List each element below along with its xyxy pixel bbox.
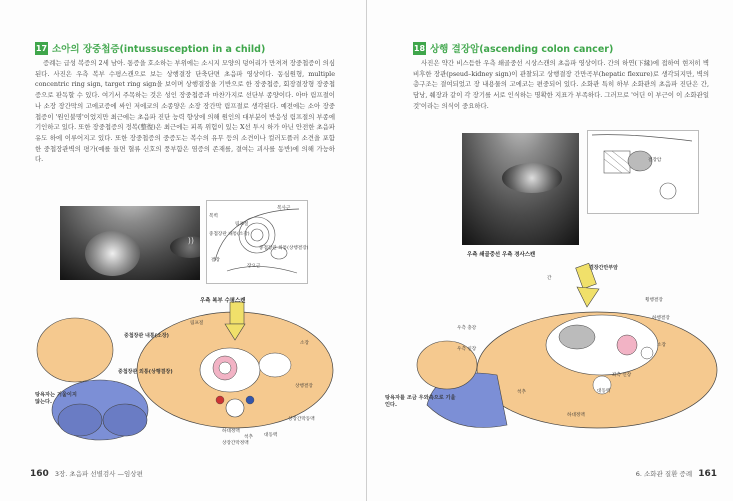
body-paragraph: 증례는 급성 복증의 2세 남아. 통증을 호소하는 부위에는 소시지 모양의 덩어리가 만져져 장중첩증이 의심된다. 사진은 우측 복부 수평스캔으로 보는 상행결장 단축단면 초음파 영상이다. 동심원형, multiple concentric ring sign, target ring sign을 보이며 상행결장을 기반으로 한 장중첩증, 회장결장형 장중첩증으로 판독할 수 있다. 여기서 주목하는 것은 성인 장중첩증과 마찬가지로 선단부 종양이다. 아마 림프절이나 소장 장간막의 고에코증에 싸인 저에코의 소종양은 소장 장간막 림프절로 생각된다. 예전에는 소아 장중첩증이 '원인불명'이었지만 최근에는 초음파 진단 능력 향상에 의해 원인의 대부분이 반응성 림프절의 부종에 기인하고 있다. 또한 장중첩증의 정복(整復)은 최근에는 피폭 위험이 있는 X선 투시 하가 아닌 안전한 초음파 유도 하에 이루어지고 있다. 또한 장중첩증의 중증도는 복수의 유무 등의 소견이나 컬러도플러 소견을 포함한 중첩장관벽의 평가(예를 들면 혈류 신호의 풍부함은 염증의 존재를, 결여는 괴사를 동반)에 의해 가능하다. xyxy=(35,59,335,164)
figure-label-sma2: 상장간막동맥 xyxy=(288,417,315,422)
figure-caption: 우측 쇄골중선 우측 경사스캔 xyxy=(467,252,536,258)
label-colon: 결장 xyxy=(211,258,220,263)
section-title: 소아의 장중첩증(intussusception in a child) xyxy=(52,44,266,55)
label-abdominal-wall: 복벽 xyxy=(209,214,218,219)
page-number: 161 xyxy=(698,469,717,479)
label-intussuscepted-inner: 중첩장관 내통(소장) xyxy=(209,232,250,237)
section-heading-17 xyxy=(35,41,265,55)
label-muscle: 장요근 xyxy=(247,264,261,269)
position-note: 탕욕자는 기울이지 않는다. xyxy=(35,392,77,405)
chapter-title: 6. 소화관 질환 증례 xyxy=(635,470,693,478)
ultrasound-image xyxy=(60,206,200,280)
figure-label-spine: 척추 xyxy=(244,435,253,440)
section-number: 18 xyxy=(413,43,426,53)
page-footer xyxy=(26,469,143,479)
scale-marker: )) xyxy=(187,236,194,245)
label-outer-wall: 복사근 xyxy=(277,206,291,211)
schematic-diagram xyxy=(206,200,308,284)
figure-label-aorta: 대동맥 xyxy=(264,433,278,438)
cross-section-illustration xyxy=(387,255,717,455)
section-number: 17 xyxy=(35,43,48,53)
figure-label-sma: 상장간막정맥 xyxy=(222,441,249,446)
page-footer xyxy=(636,469,721,479)
figure-label-outer: 중첩장관 외통(상행결장) xyxy=(118,369,173,375)
schematic-diagram xyxy=(587,130,699,214)
figure-label-aorta: 대동맥 xyxy=(597,389,611,394)
figure-label-liver: 간 xyxy=(547,276,552,281)
body-paragraph: 사진은 약간 비스듬한 우측 쇄골중선 시상스캔의 초음파 영상이다. 간의 하연(下縁)에 접하여 현저히 벽비후한 장관(pseud–kidney sign)이 관찰되고 상행결장 간만곡부(hepatic flexure)로 생각되지만, 벽의 층구조는 결여되었고 장 내용물의 고에코는 편중되어 있다. 소화관 특히 하부 소화관의 초음파 진단은 간, 담낭, 췌장과 같이 각 장기를 서로 인식하는 명확한 지표가 부족하다. 그러므로 '어딘 이 부근이 이 소화관일 것'이라는 의식이 중요하다. xyxy=(413,59,709,110)
figure-label-inner: 중첩장관 내통(소장) xyxy=(124,333,169,339)
schematic-drawing xyxy=(207,201,307,283)
figure-label-right-kidney: 우측 신장 xyxy=(457,347,477,352)
figure-label-ivc: 하대정맥 xyxy=(567,413,585,418)
section-title: 상행 결장암(ascending colon cancer) xyxy=(430,44,614,55)
inset-label-cancer: 결장암 xyxy=(648,158,662,163)
figure-label-right-space: 우측 충강 xyxy=(457,326,477,331)
label-intussuscepted-outer: 중첩장관 외통(상행결장) xyxy=(259,246,309,251)
label-lymph-node: 림프절 xyxy=(235,222,249,227)
figure-label-hepatic-flexure: 결장간만부암 xyxy=(589,265,618,271)
figure-label-transverse: 횡행결장 xyxy=(645,298,663,303)
figure-label-lymph: 림프절 xyxy=(190,321,204,326)
right-page xyxy=(367,0,733,501)
schematic-drawing xyxy=(588,131,698,213)
chapter-title: 3장. 초음파 선별검사 —임상편 xyxy=(54,470,143,478)
position-note: 탕욕자를 조금 우와측으로 기울인다. xyxy=(385,395,456,408)
figure-label-small-bowel: 소장 xyxy=(300,341,309,346)
figure-label-small: 소장 xyxy=(657,343,666,348)
page-number: 160 xyxy=(30,469,49,479)
figure-label-spine: 척추 xyxy=(517,390,526,395)
figure-label-left-kidney: 좌측 신장 xyxy=(612,373,632,378)
figure-label-ascending: 상행결장 xyxy=(295,384,313,389)
figure-caption: 우측 복부 수평스캔 xyxy=(200,298,246,304)
section-heading-18 xyxy=(413,41,613,55)
figure-label-descending: 하행결장 xyxy=(652,316,670,321)
cross-section-illustration xyxy=(20,290,340,455)
figure-label-ivc: 하대정맥 xyxy=(222,429,240,434)
ultrasound-image xyxy=(462,133,579,245)
